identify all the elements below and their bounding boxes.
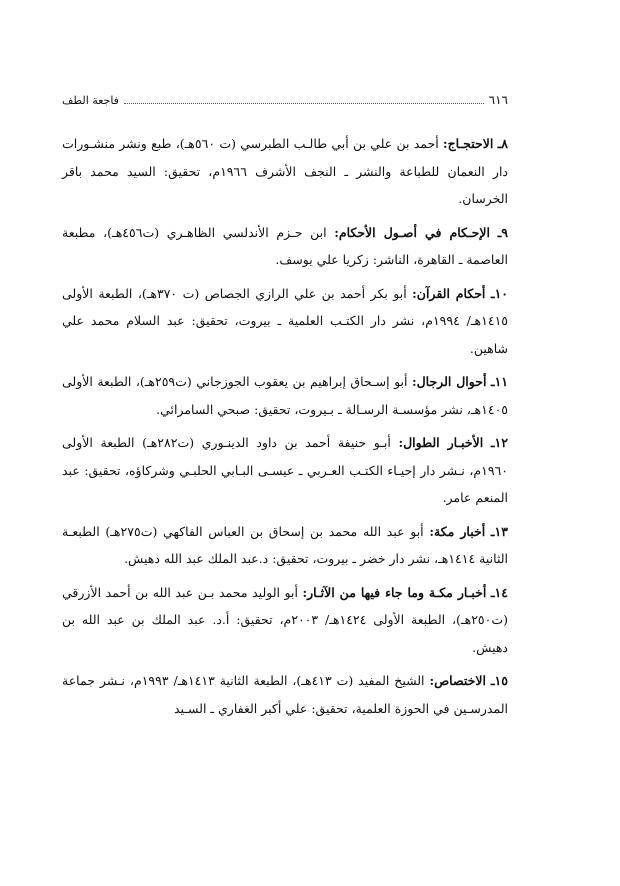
entry-title: أحكام القرآن: (412, 285, 486, 301)
entry-title: أخبار مكة: (429, 523, 486, 539)
bibliography-entry (62, 219, 508, 274)
entry-text: الشيخ المفيد (ت ٤١٣هـ)، الطبعة الثانية ١٤١٣هـ/ ١٩٩٣م، نـشر جماعة المدرسـين في الحوزة العلمية، تحقيق: علي أكبر الغفاري ـ السـيد (62, 673, 508, 716)
entry-number: ١١ـ (490, 374, 508, 389)
bibliography-entry (62, 368, 508, 423)
entry-number: ١٣ـ (490, 523, 508, 539)
bibliography-entry (62, 667, 508, 722)
book-title: فاجعة الطف (62, 94, 119, 107)
bibliography-entry (62, 130, 508, 213)
entry-text: أبـو حنيفة أحمد بن داود الدينـوري (ت٢٨٢هـ) الطبعة الأولى ١٩٦٠م، نـشر دار إحيـاء الكتـب العـربي ـ عيسـى البـابي الحلبـي وشركاؤه، تحقيق: عبد المنعم عامر. (62, 435, 508, 505)
entry-title: أحوال الرجال: (411, 374, 487, 389)
entry-text: أبو إسـحاق إبراهيم بن يعقوب الجوزجاني (ت٢٥٩هـ)، الطبعة الأولى ١٤٠٥هـ، نشر مؤسسـة الرسـالة ـ بـيروت، تحقيق: صبحي السامرائي. (62, 374, 508, 417)
bibliography-list (62, 130, 508, 722)
entry-number: ٩ـ (497, 224, 508, 240)
running-head (62, 92, 508, 108)
entry-title: الإحـكام في أصـول الأحكام: (334, 224, 490, 240)
bibliography-entry (62, 429, 508, 512)
entry-text: أحمد بن علي بن أبي طالـب الطبرسي (ت ٥٦٠هـ)، طبع ونشر منشـورات دار النعمان للطباعة والنشر ـ النجف الأشرف ١٩٦٦م، تحقيق: السيد محمد باقر الخرسان. (62, 136, 508, 206)
dotted-leader (124, 103, 484, 104)
entry-text: أبو الوليد محمد بـن عبد الله بن أحمد الأزرقي (ت٢٥٠هـ)، الطبعة الأولى ١٤٢٤هـ/ ٢٠٠٣م، تحقيق: أ.د. عبد الملك بن عبد الله بن دهيش. (62, 584, 508, 655)
bibliography-entry (62, 518, 508, 573)
book-page (62, 92, 508, 728)
entry-title: الاختصاص: (429, 673, 486, 688)
entry-text: أبو بكر أحمد بن علي الرازي الجصاص (ت ٣٧٠هـ)، الطبعة الأولى ١٤١٥هـ/ ١٩٩٤م، نشر دار الكتـب العلمية ـ بيروت، تحقيق: عبد السلام محمد علي شاهين. (62, 285, 508, 356)
entry-title: الاحتجـاج: (443, 136, 494, 151)
bibliography-entry (62, 280, 508, 363)
bibliography-entry (62, 579, 508, 662)
entry-number: ١٠ـ (490, 285, 508, 301)
entry-title: الأخبـار الطوال: (398, 435, 484, 450)
entry-text: أبو عبد الله محمد بن إسحاق بن العباس الفاكهي (ت٢٧٥هـ) الطبعـة الثانية ١٤١٤هـ، نشر دار خضر ـ بيروت، تحقيق: د.عبد الملك عبد الله دهيش. (62, 523, 508, 566)
entry-text: ابن حـزم الأندلسي الظاهـري (ت٤٥٦هـ)، مطبعة العاصمة ـ القاهرة، الناشر: زكريا علي يوسف. (62, 224, 508, 267)
entry-number: ١٥ـ (490, 673, 508, 688)
entry-title: أخبـار مكـة وما جاء فيها من الآثـار: (302, 584, 487, 600)
entry-number: ١٢ـ (490, 435, 508, 450)
entry-number: ١٤ـ (490, 584, 508, 600)
page-number: ٦١٦ (488, 93, 508, 107)
entry-number: ٨ـ (497, 136, 508, 151)
